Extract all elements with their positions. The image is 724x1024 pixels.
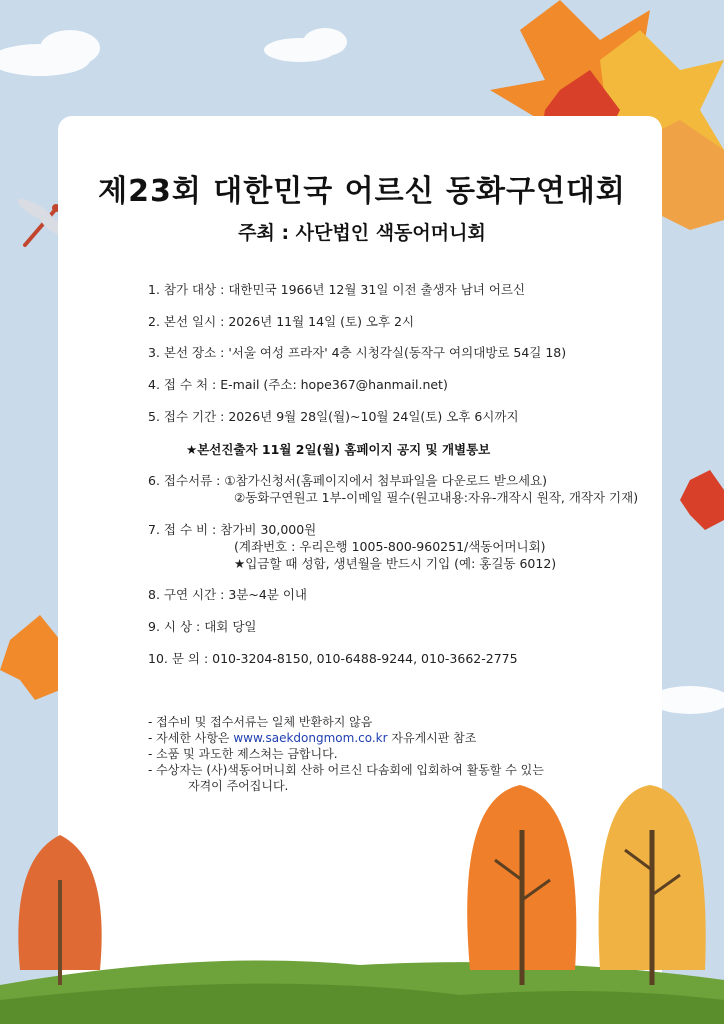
info-value: 010-3204-8150, 010-6488-9244, 010-3662-2775 bbox=[212, 651, 518, 666]
info-label: 3. 본선 장소 : bbox=[148, 345, 225, 360]
finalist-notice: ★본선진출자 11월 2일(월) 홈페이지 공지 및 개별통보 bbox=[186, 442, 491, 457]
page-title: 제23회 대한민국 어르신 동화구연대회 bbox=[98, 174, 626, 209]
info-value: 3분~4분 이내 bbox=[228, 587, 307, 602]
info-label: 6. 접수서류 : bbox=[148, 473, 221, 488]
info-label: 5. 접수 기간 : bbox=[148, 409, 225, 424]
info-row-participants bbox=[148, 281, 525, 298]
documents-line-2: ②동화구연원고 1부-이메일 필수(원고내용:자유-개작시 원작, 개작자 기재) bbox=[234, 490, 639, 505]
info-value: 2026년 11월 14일 (토) 오후 2시 bbox=[228, 314, 415, 329]
info-row-fee bbox=[148, 521, 316, 538]
info-label: 8. 구연 시간 : bbox=[148, 587, 225, 602]
info-label: 10. 문 의 : bbox=[148, 651, 209, 666]
info-label: 7. 접 수 비 : bbox=[148, 522, 217, 537]
info-label: 9. 시 상 : bbox=[148, 619, 201, 634]
info-row-documents bbox=[148, 472, 547, 489]
note-item bbox=[148, 730, 544, 746]
info-label: 4. 접 수 처 : bbox=[148, 377, 217, 392]
info-row-date bbox=[148, 313, 414, 330]
note-item: - 접수비 및 접수서류는 일체 반환하지 않음 bbox=[148, 715, 373, 729]
note-item: 자격이 주어집니다. bbox=[188, 779, 289, 793]
info-label: 1. 참가 대상 : bbox=[148, 282, 225, 297]
note-text: - 자세한 사항은 bbox=[148, 731, 234, 745]
info-value: 대회 당일 bbox=[204, 619, 257, 634]
info-value: 2026년 9월 28일(월)~10월 24일(토) 오후 6시까지 bbox=[228, 409, 519, 424]
website-link[interactable]: www.saekdongmom.co.kr bbox=[233, 731, 388, 745]
info-label: 2. 본선 일시 : bbox=[148, 314, 225, 329]
info-value: ①참가신청서(홈페이지에서 첨부파일을 다운로드 받으세요) bbox=[224, 473, 548, 488]
info-value: '서울 여성 프라자' 4층 시청각실(동작구 여의대방로 54길 18) bbox=[228, 345, 567, 360]
info-value: E-mail (주소: hope367@hanmail.net) bbox=[220, 377, 448, 392]
info-row-time bbox=[148, 586, 307, 603]
info-value: 참가비 30,000원 bbox=[220, 522, 317, 537]
note-item: - 수상자는 (사)색동어머니회 산하 어르신 다솜회에 입회하여 활동할 수 있는 bbox=[148, 763, 544, 777]
info-row-period bbox=[148, 408, 519, 425]
info-row-venue bbox=[148, 344, 566, 361]
info-row-email bbox=[148, 376, 448, 393]
info-row-contact bbox=[148, 650, 518, 667]
info-value: 대한민국 1966년 12월 31일 이전 출생자 남녀 어르신 bbox=[228, 282, 526, 297]
fee-account: (계좌번호 : 우리은행 1005-800-960251/색동어머니회) bbox=[234, 539, 546, 554]
fee-deposit-note: ★입금할 때 성함, 생년월을 반드시 기입 (예: 홍길동 6012) bbox=[234, 556, 557, 571]
info-row-award bbox=[148, 618, 256, 635]
notes-list bbox=[148, 714, 544, 794]
host-organization: 주최 : 사단법인 색동어머니회 bbox=[238, 222, 486, 244]
note-text: 자유게시판 참조 bbox=[387, 731, 477, 745]
note-item: - 소품 및 과도한 제스쳐는 금합니다. bbox=[148, 747, 338, 761]
